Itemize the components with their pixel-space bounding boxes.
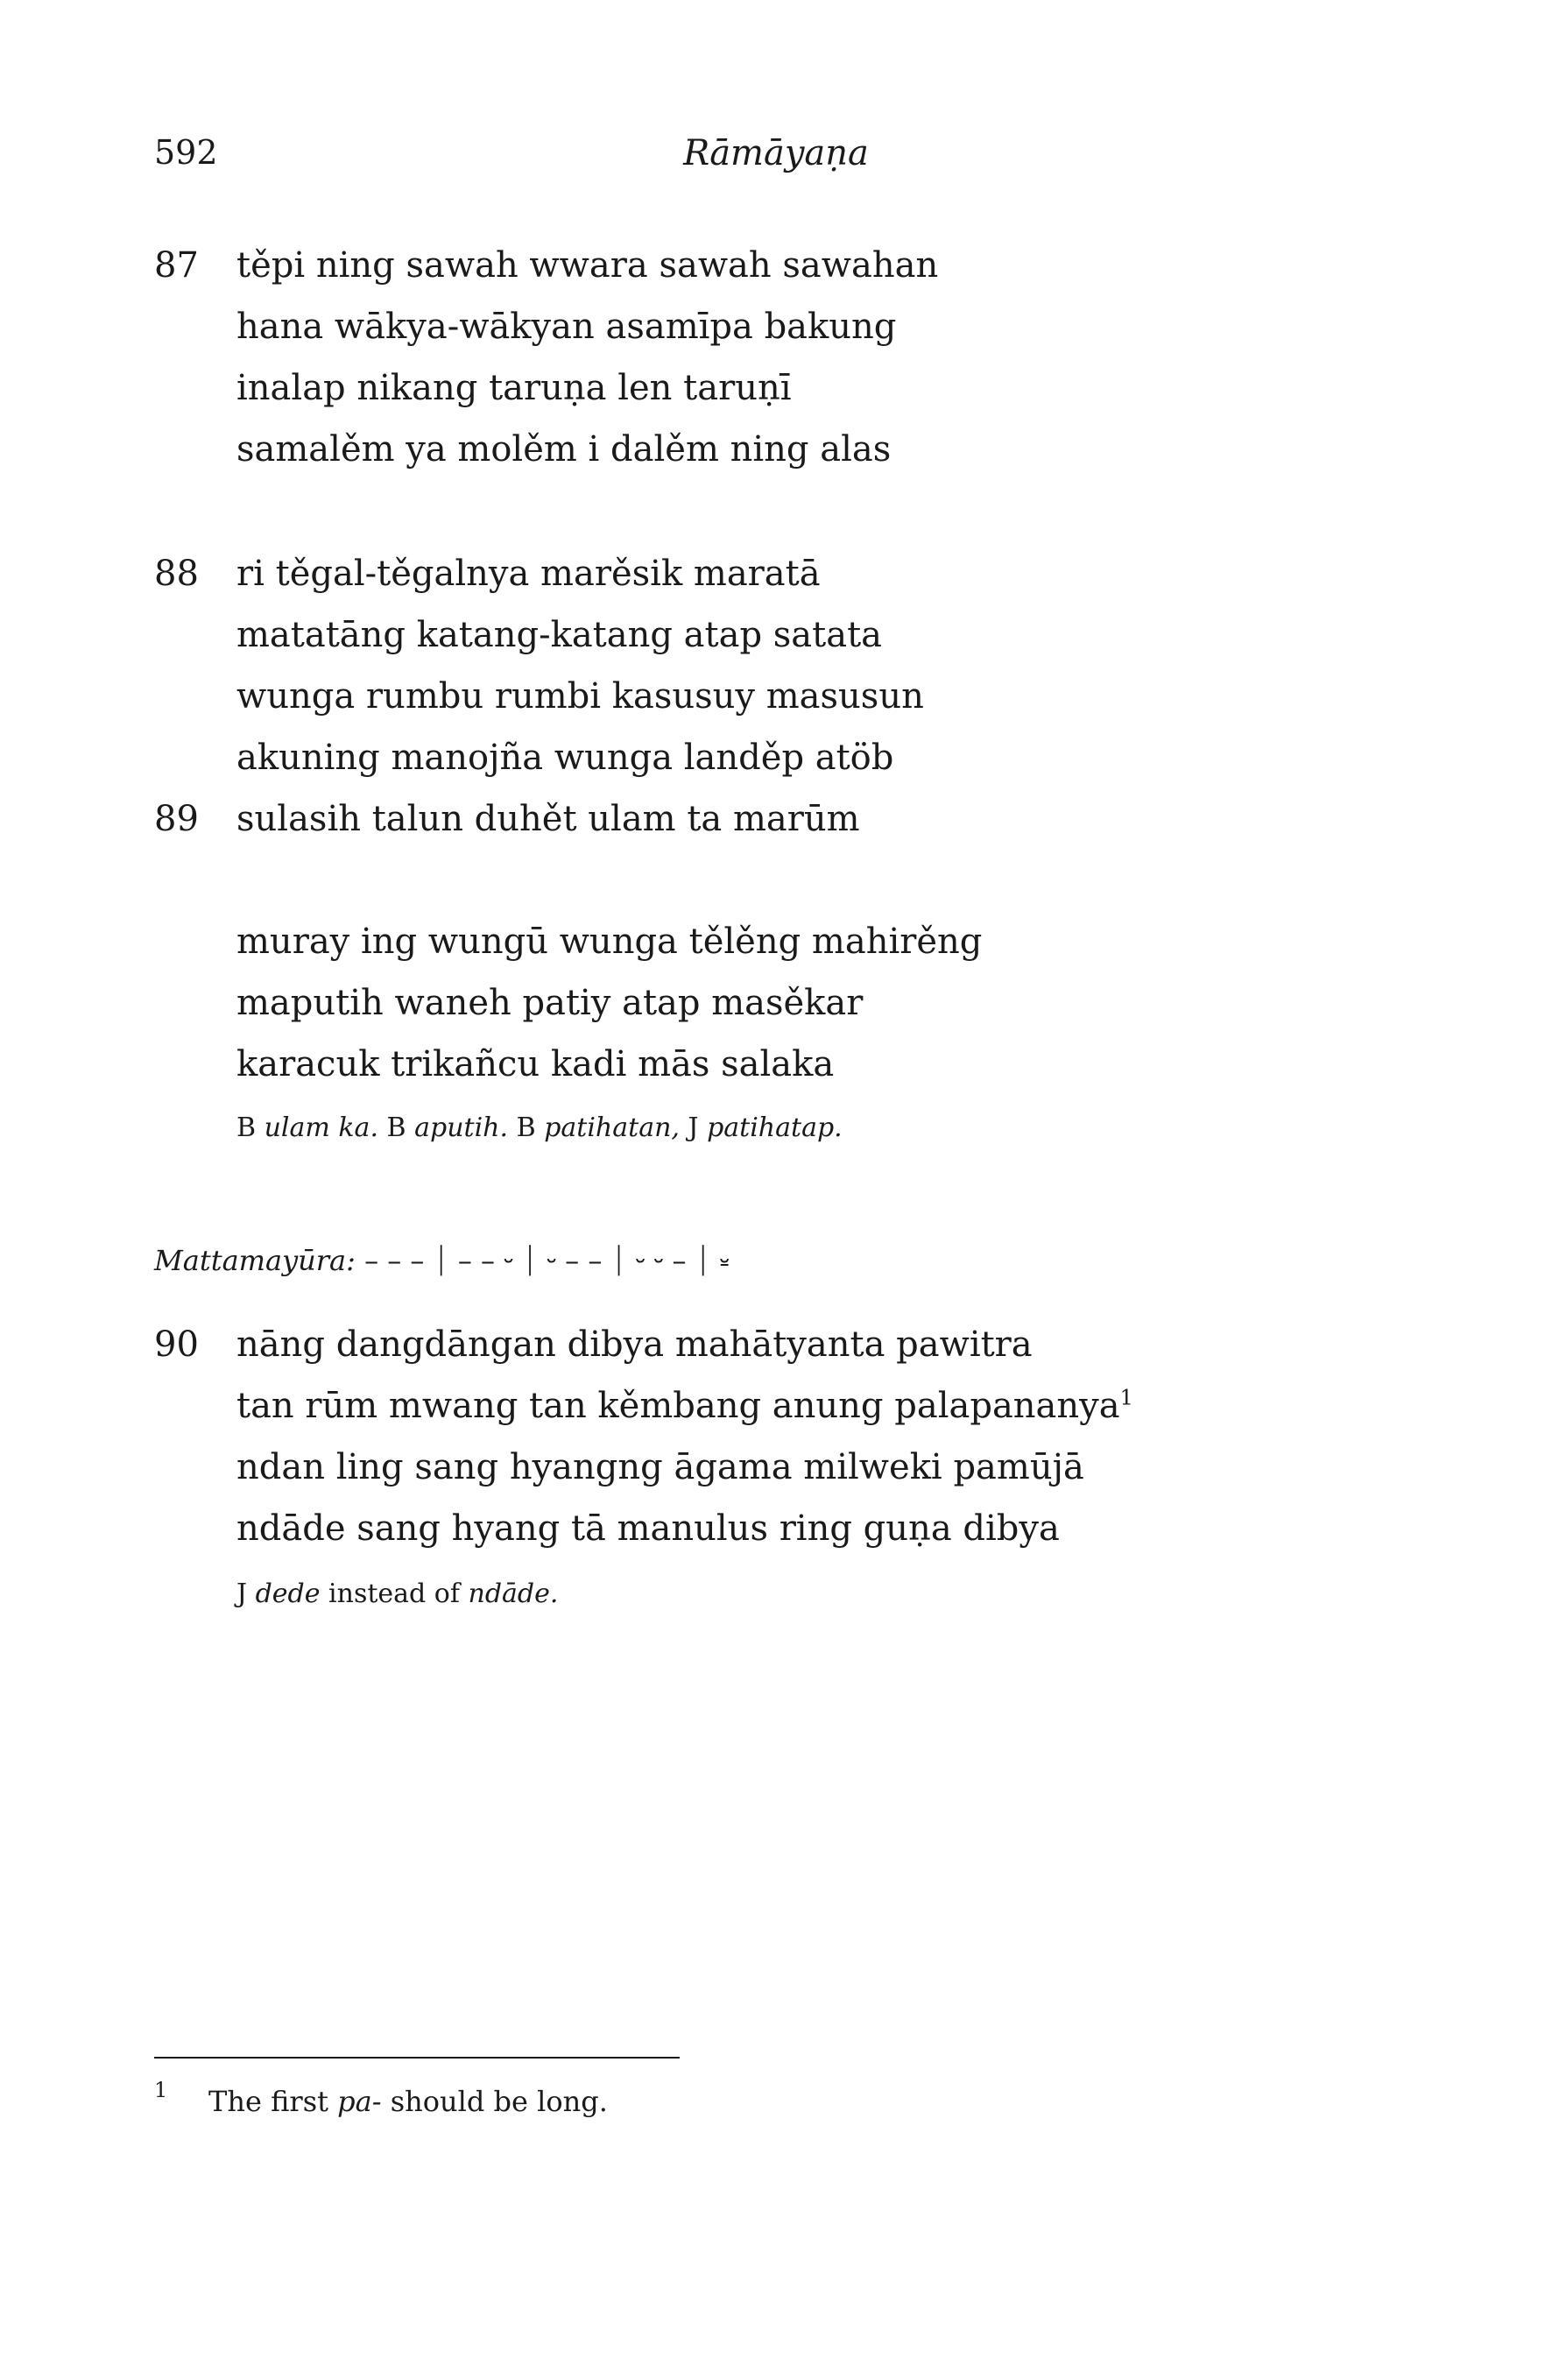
verse-line: wunga rumbu rumbi kasusuy masusun <box>236 676 924 717</box>
verse-line: matatāng katang-katang atap satata <box>236 615 882 655</box>
meter-name: Mattamayūra: <box>154 1244 356 1277</box>
apparatus-siglum: B <box>386 1112 406 1143</box>
apparatus-reading: aputih. <box>414 1112 509 1143</box>
apparatus-siglum: J <box>688 1112 699 1143</box>
verse-line-with-footnote <box>236 1386 1133 1426</box>
verse-line: samalěm ya molěm i dalěm ning alas <box>236 429 892 470</box>
verse-line: inalap nikang taruṇa len taruṇī <box>236 368 792 408</box>
apparatus-siglum: B <box>236 1112 257 1143</box>
apparatus-note: instead of <box>328 1578 460 1609</box>
footnote-reference[interactable]: 1 <box>1119 1385 1133 1410</box>
apparatus-reading: ulam ka. <box>264 1112 378 1143</box>
meter-scheme <box>154 1244 730 1278</box>
verse-line: akuning manojña wunga landěp atöb <box>236 738 894 778</box>
critical-apparatus <box>236 1112 843 1143</box>
verse-line: těpi ning sawah wwara sawah sawahan <box>236 245 939 286</box>
footnote-text-after: should be long. <box>390 2085 608 2118</box>
verse-number: 90 <box>154 1324 199 1365</box>
critical-apparatus <box>236 1578 558 1609</box>
verse-line: karacuk trikañcu kadi mās salaka <box>236 1044 835 1084</box>
apparatus-reading: dede <box>255 1578 321 1609</box>
verse-number: 88 <box>154 554 199 594</box>
verse-line: hana wākya-wākyan asamīpa bakung <box>236 307 897 347</box>
footnote-text <box>208 2085 608 2118</box>
apparatus-reading: patihatan, <box>544 1112 680 1143</box>
verse-line: nāng dangdāngan dibya mahātyanta pawitra <box>236 1324 1033 1365</box>
meter-pattern: – – – ⏐ – – ⏑ ⏐ ⏑ – – ⏐ ⏑ ⏑ – ⏐ ⏓ <box>364 1244 730 1277</box>
verse-line: ndāde sang hyang tā manulus ring guṇa dibya <box>236 1508 1060 1549</box>
apparatus-siglum: B <box>516 1112 536 1143</box>
footnote-rule <box>154 2057 680 2059</box>
verse-line-text: tan rūm mwang tan kěmbang anung palapananya <box>236 1386 1120 1426</box>
verse-line: ri těgal-těgalnya marěsik maratā <box>236 554 821 594</box>
apparatus-siglum: J <box>236 1578 248 1609</box>
verse-line: muray ing wungū wunga tělěng mahirěng <box>236 922 983 962</box>
verse-line: maputih waneh patiy atap masěkar <box>236 983 864 1023</box>
verse-number: 87 <box>154 245 199 286</box>
verse-line: ndan ling sang hyangng āgama milweki pamūjā <box>236 1447 1084 1487</box>
footnote-text-before: The first <box>208 2085 328 2118</box>
verse-number: 89 <box>154 799 199 839</box>
running-title: Rāmāyaṇa <box>683 133 869 173</box>
page-number: 592 <box>154 133 218 172</box>
apparatus-reading: ndāde. <box>468 1578 559 1609</box>
apparatus-reading: patihatap. <box>707 1112 843 1143</box>
verse-line: sulasih talun duhět ulam ta marūm <box>236 799 860 839</box>
footnote-mark: 1 <box>154 2078 168 2102</box>
footnote-text-italic: pa- <box>337 2085 382 2118</box>
